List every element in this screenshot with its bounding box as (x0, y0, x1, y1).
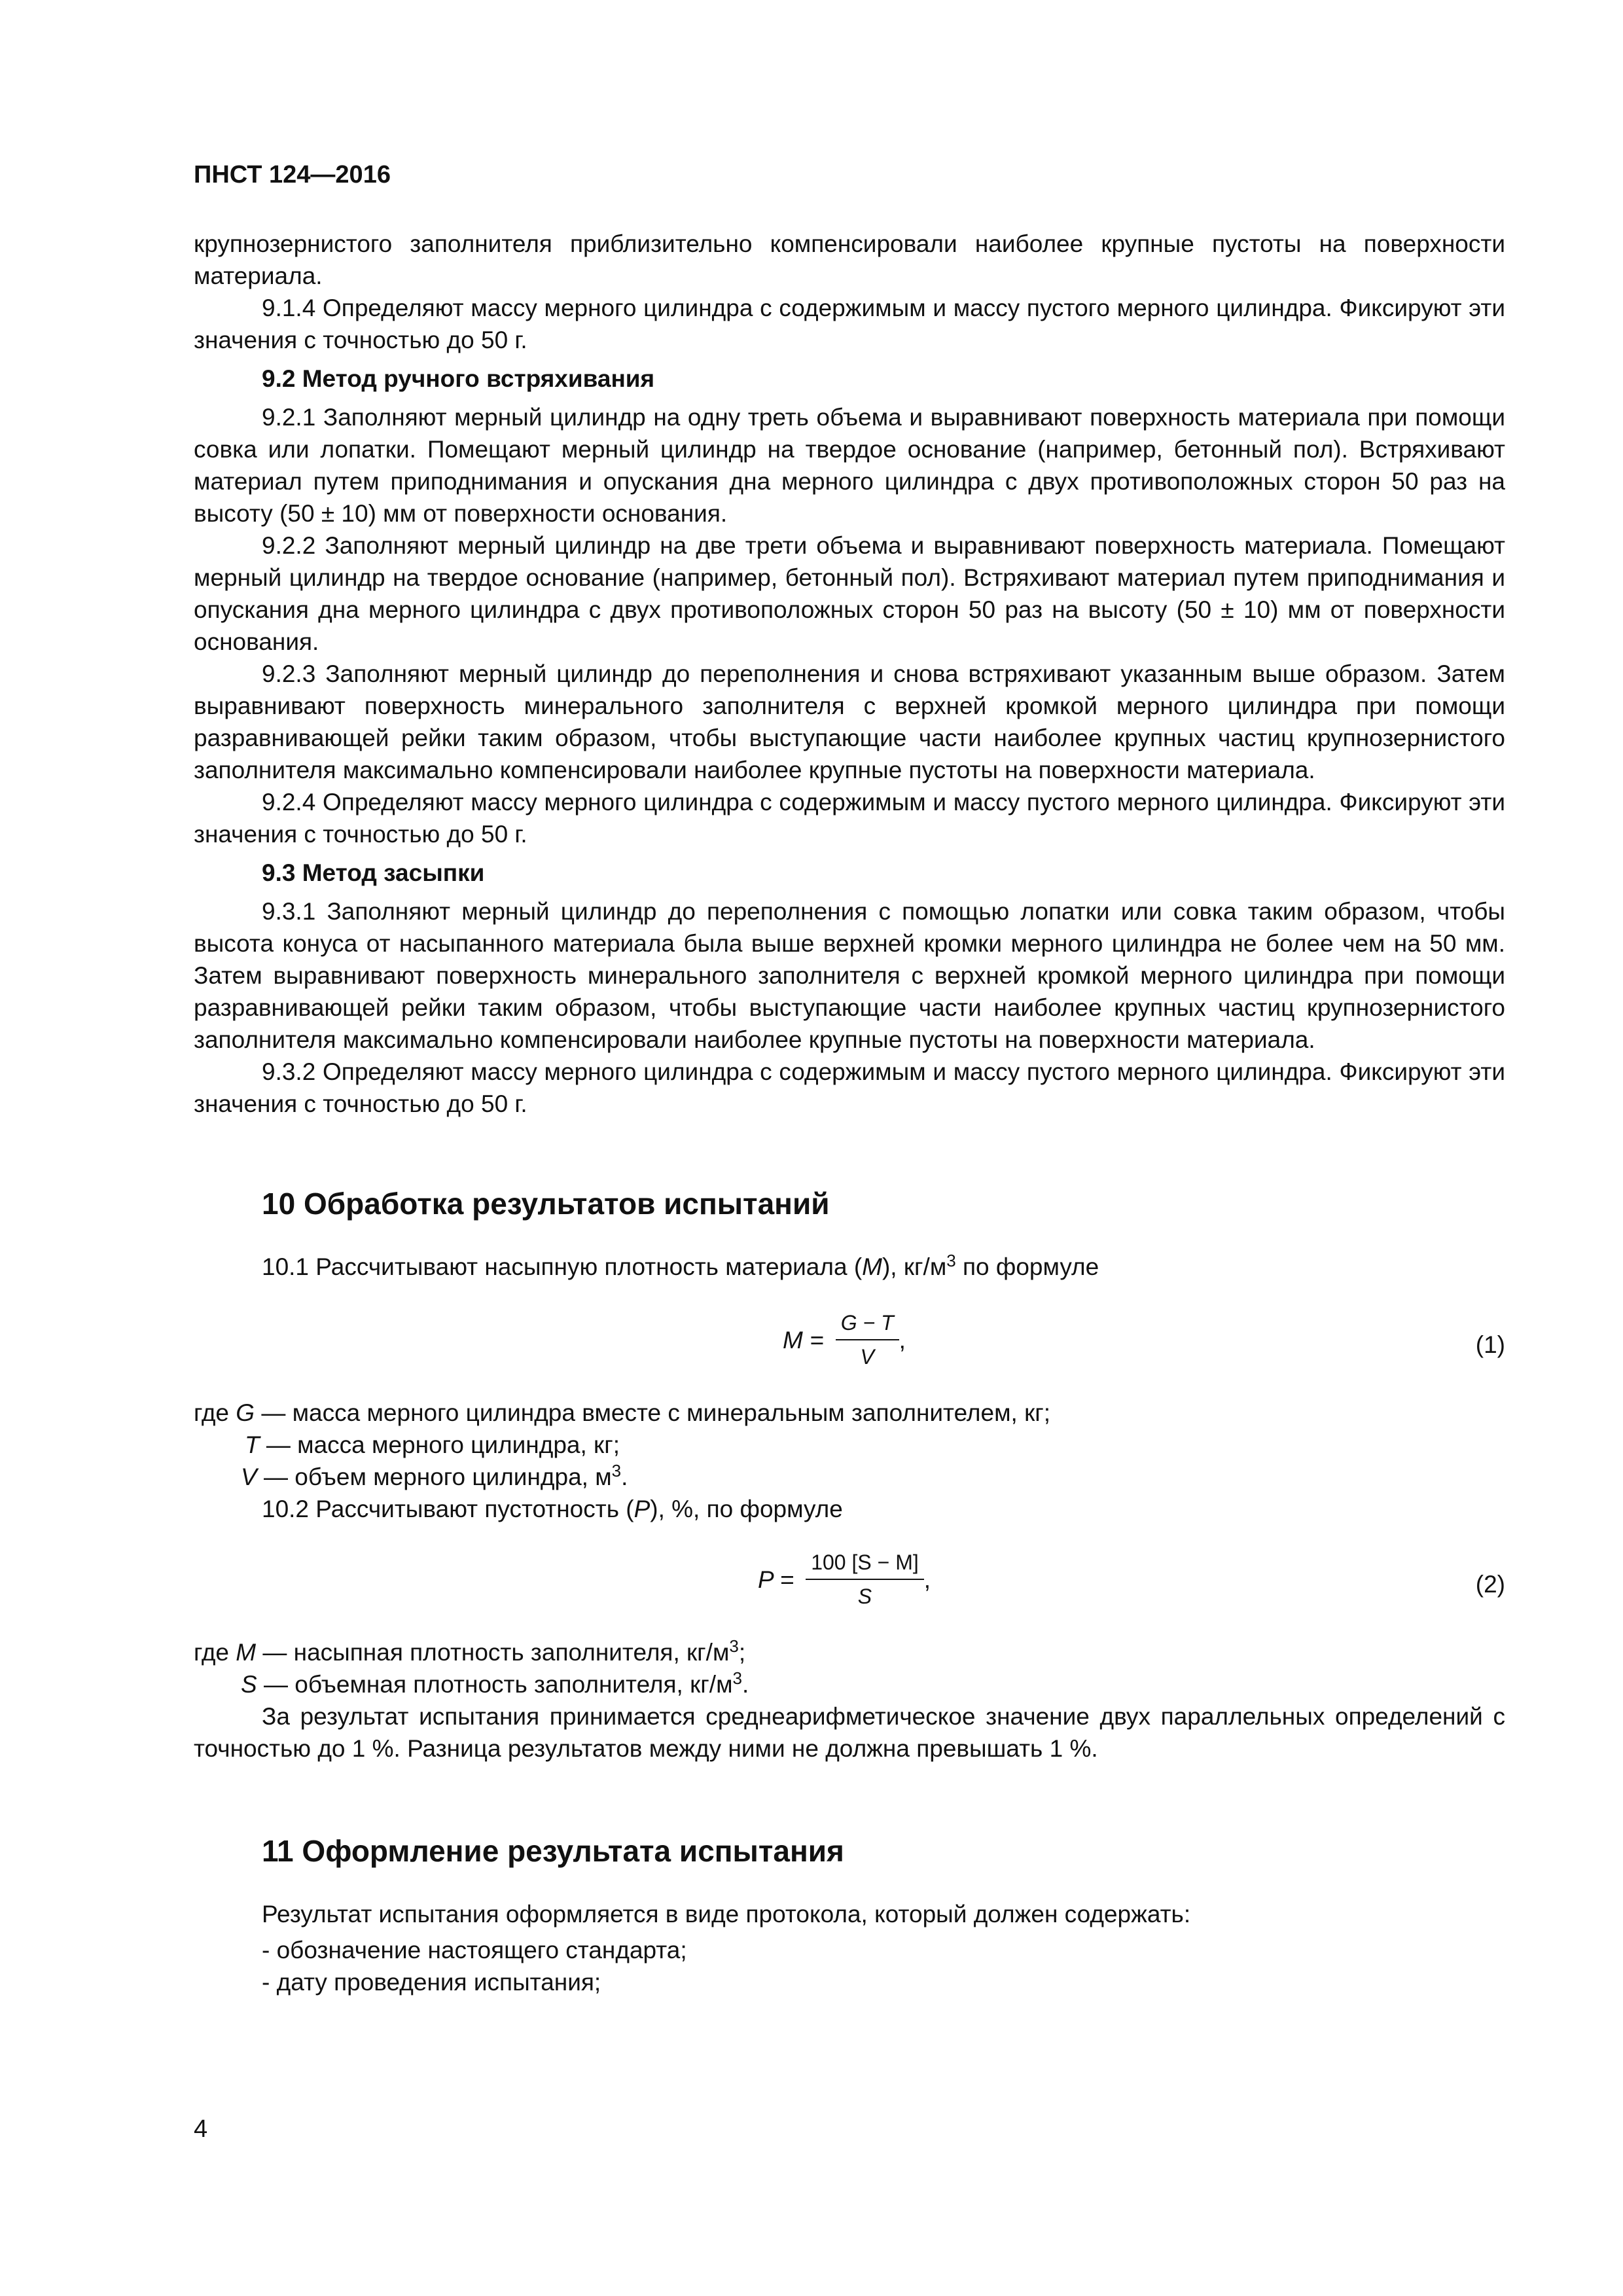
legend-item-v: V — объем мерного цилиндра, $м^3$. (241, 1461, 628, 1490)
page-number: 4 (194, 2115, 208, 2143)
paragraph-result: За результат испытания принимается среднеарифметическое значение двух параллельных определений с точностью до 1 %. Разница результатов между ними не должна превышать 1 %. (194, 1703, 1505, 1762)
paragraph-10-1: 10.1 Рассчитывают насыпную плотность материала (M), $кг/м^3$ по формуле (262, 1251, 1099, 1280)
formula-2-legend (194, 1636, 1505, 1700)
formula-2 (194, 1545, 1505, 1636)
formula-1-number: (1) (1475, 1331, 1505, 1358)
section-heading-10: 10 Обработка результатов испытаний (262, 1187, 830, 1221)
paragraph-9-3-1: 9.3.1 Заполняют мерный цилиндр до переполнения с помощью лопатки или совка таким образом, чтобы высота конуса от насыпанного материала была выше верхней кромки мерного цилиндра не более чем на 50 мм. Затем выравнивают поверхность минерального заполнителя с верхней кромкой мерного цилиндра при помощи разравнивающей рейки таким образом, чтобы выступающие части наиболее крупных частиц крупнозернистого заполнителя максимально компенсировали наиболее крупные пустоты на поверхности материала. (194, 898, 1505, 1053)
formula-1-numerator: G − T (836, 1309, 899, 1340)
paragraph-9-2-4: 9.2.4 Определяют массу мерного цилиндра с содержимым и массу пустого мерного цилиндра. Фиксируют эти значения с точностью до 50 г. (194, 789, 1505, 848)
legend-item-t: T — масса мерного цилиндра, кг; (245, 1431, 620, 1458)
formula-2-denominator: S (857, 1585, 872, 1608)
legend-item-g: где G — масса мерного цилиндра вместе с минеральным заполнителем, кг; (194, 1399, 1051, 1426)
formula-1-denominator: V (860, 1345, 874, 1369)
formula-2-comma: , (923, 1566, 931, 1593)
formula-2-lhs: P = (758, 1566, 794, 1593)
paragraph-9-2-2: 9.2.2 Заполняют мерный цилиндр на две трети объема и выравнивают поверхность материала. Помещают мерный цилиндр на твердое основание (например, бетонный пол). Встряхивают материал путем приподнимания и опускания дна мерного цилиндра с двух противоположных сторон 50 раз на высоту (50 ± 10) мм от поверхности основания. (194, 532, 1505, 655)
paragraph-continuation: крупнозернистого заполнителя приблизительно компенсировали наиболее крупные пустоты на поверхности материала. (194, 230, 1505, 289)
paragraph-9-2-1: 9.2.1 Заполняют мерный цилиндр на одну треть объема и выравнивают поверхность материала при помощи совка или лопатки. Помещают мерный цилиндр на твердое основание (например, бетонный пол). Встряхивают материал путем приподнимания и опускания дна мерного цилиндра с двух противоположных сторон 50 раз на высоту (50 ± 10) мм от поверхности основания. (194, 404, 1505, 527)
formula-1-lhs: M = (783, 1326, 824, 1354)
paragraph-11-intro: Результат испытания оформляется в виде протокола, который должен содержать: (262, 1901, 1191, 1928)
formula-1-fraction (836, 1309, 899, 1371)
paragraph-9-2-3: 9.2.3 Заполняют мерный цилиндр до переполнения и снова встряхивают указанным выше образом. Затем выравнивают поверхность минерального заполнителя с верхней кромкой мерного цилиндра при помощи разравнивающей рейки таким образом, чтобы выступающие части наиболее крупных частиц крупнозернистого заполнителя максимально компенсировали наиболее крупные пустоты на поверхности материала. (194, 660, 1505, 783)
legend-item-s: S — объемная плотность заполнителя, $кг/м^3$. (241, 1668, 749, 1698)
formula-2-numerator: 100 [S − M] (806, 1549, 924, 1580)
paragraph-9-3-2: 9.3.2 Определяют массу мерного цилиндра с содержимым и массу пустого мерного цилиндра. Фиксируют эти значения с точностью до 50 г. (194, 1058, 1505, 1117)
formula-1-comma: , (899, 1326, 906, 1354)
paragraph-9-1-4: 9.1.4 Определяют массу мерного цилиндра с содержимым и массу пустого мерного цилиндра. Фиксируют эти значения с точностью до 50 г. (194, 295, 1505, 353)
formula-1-legend (194, 1397, 1505, 1493)
document-code: ПНСТ 124—2016 (194, 161, 391, 188)
formula-1 (194, 1305, 1505, 1397)
list-item: - обозначение настоящего стандарта; (262, 1937, 687, 1964)
formula-2-number: (2) (1475, 1571, 1505, 1598)
paragraph-10-2: 10.2 Рассчитывают пустотность (P), %, по формуле (262, 1496, 843, 1522)
subsection-heading-9-3: 9.3 Метод засыпки (262, 859, 485, 886)
document-body (194, 228, 1505, 1998)
section-heading-11: 11 Оформление результата испытания (262, 1834, 844, 1868)
formula-2-fraction (806, 1549, 924, 1610)
legend-item-m: где M — насыпная плотность заполнителя, $кг/м^3$; (194, 1636, 746, 1666)
subsection-heading-9-2: 9.2 Метод ручного встряхивания (262, 365, 655, 392)
list-item: - дату проведения испытания; (262, 1969, 601, 1996)
